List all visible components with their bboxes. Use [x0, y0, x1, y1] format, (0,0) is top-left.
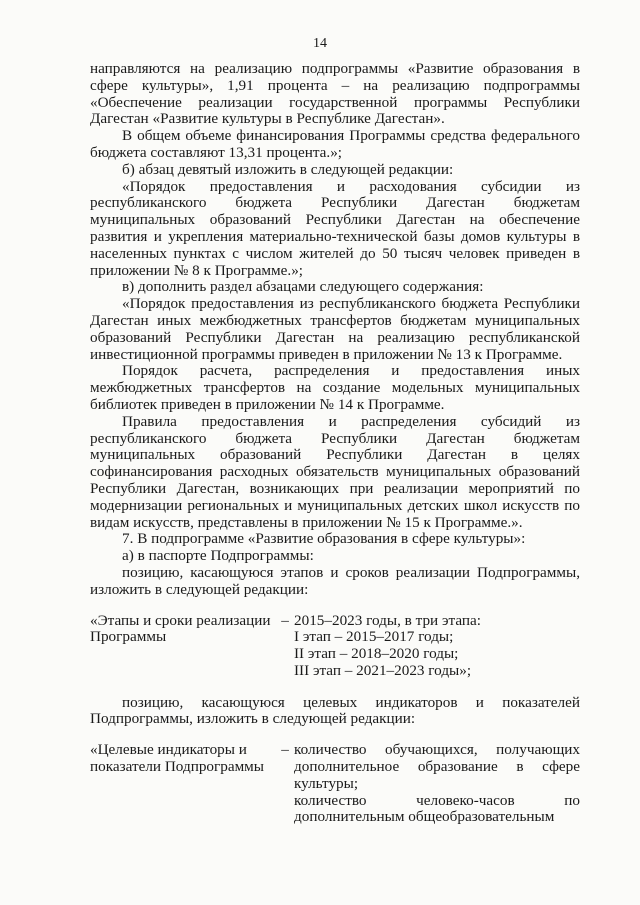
paragraph: Порядок расчета, распределения и предоставления иных межбюджетных трансфертов на создание модельных муниципальных библиотек приведен в приложении № 14 к Программе. [90, 362, 580, 413]
paragraph: «Порядок предоставления и расходования субсидии из республиканского бюджета Республики Дагестан бюджетам муниципальных образований Республики Дагестан на обеспечение развития и укрепления материально-технической базы домов культуры в населенных пунктах с числом жителей до 50 тысяч человек приведен в приложении № 8 к Программе.»; [90, 177, 580, 279]
paragraph: направляются на реализацию подпрограммы «Развитие образования в сфере культуры», 1,91 процента – на реализацию подпрограммы «Обеспечение реализации государственной программы Республики Дагестан «Развитие культуры в Республике Дагестан». [90, 60, 580, 128]
stages-table [90, 613, 580, 680]
stage-item: II этап – 2018–2020 годы; [294, 645, 459, 663]
stage-item: III этап – 2021–2023 годы»; [294, 661, 472, 679]
stage-item: I этап – 2015–2017 годы; [294, 628, 454, 646]
paragraph: В общем объеме финансирования Программы средства федерального бюджета составляют 13,31 процента.»; [90, 127, 580, 161]
indicator-item: количество человеко-часов по дополнительным общеобразовательным [294, 791, 580, 826]
dash: – [281, 741, 289, 759]
paragraph: б) абзац девятый изложить в следующей редакции: [122, 160, 454, 178]
page-number: 14 [313, 36, 327, 51]
dash: – [281, 611, 289, 629]
indicators-value [294, 742, 580, 826]
indicators-label: «Целевые индикаторы и показатели Подпрограммы [90, 741, 264, 776]
paragraph: Правила предоставления и распределения субсидий из республиканского бюджета Республики Дагестан бюджетам муниципальных образований Республики Дагестан в целях софинансирования расходных обязательств муниципальных образований Республики Дагестан, возникающих при реализации мероприятий по модернизации региональных и муниципальных детских школ искусств по видам искусств, представлены в приложении № 15 к Программе.». [90, 412, 580, 531]
paragraph: в) дополнить раздел абзацами следующего содержания: [122, 278, 484, 296]
paragraph: 7. В подпрограмме «Развитие образования в сфере культуры»: [122, 530, 526, 548]
paragraph: «Порядок предоставления из республиканского бюджета Республики Дагестан иных межбюджетных трансфертов бюджетам муниципальных образований Республики Дагестан на реализацию республиканской инвестиционной программы приведен в приложении № 13 к Программе. [90, 295, 580, 363]
document-body [90, 61, 580, 826]
stages-value [294, 613, 580, 680]
stages-label: «Этапы и сроки реализации Программы [90, 611, 271, 646]
paragraph: позицию, касающуюся целевых индикаторов и показателей Подпрограммы, изложить в следующей редакции: [90, 693, 580, 728]
paragraph: а) в паспорте Подпрограммы: [122, 547, 314, 565]
stages-summary: 2015–2023 годы, в три этапа: [294, 611, 481, 629]
paragraph: позицию, касающуюся этапов и сроков реализации Подпрограммы, изложить в следующей редакции: [90, 563, 580, 598]
indicators-table [90, 742, 580, 826]
indicator-item: количество обучающихся, получающих дополнительное образование в сфере культуры; [294, 741, 580, 792]
